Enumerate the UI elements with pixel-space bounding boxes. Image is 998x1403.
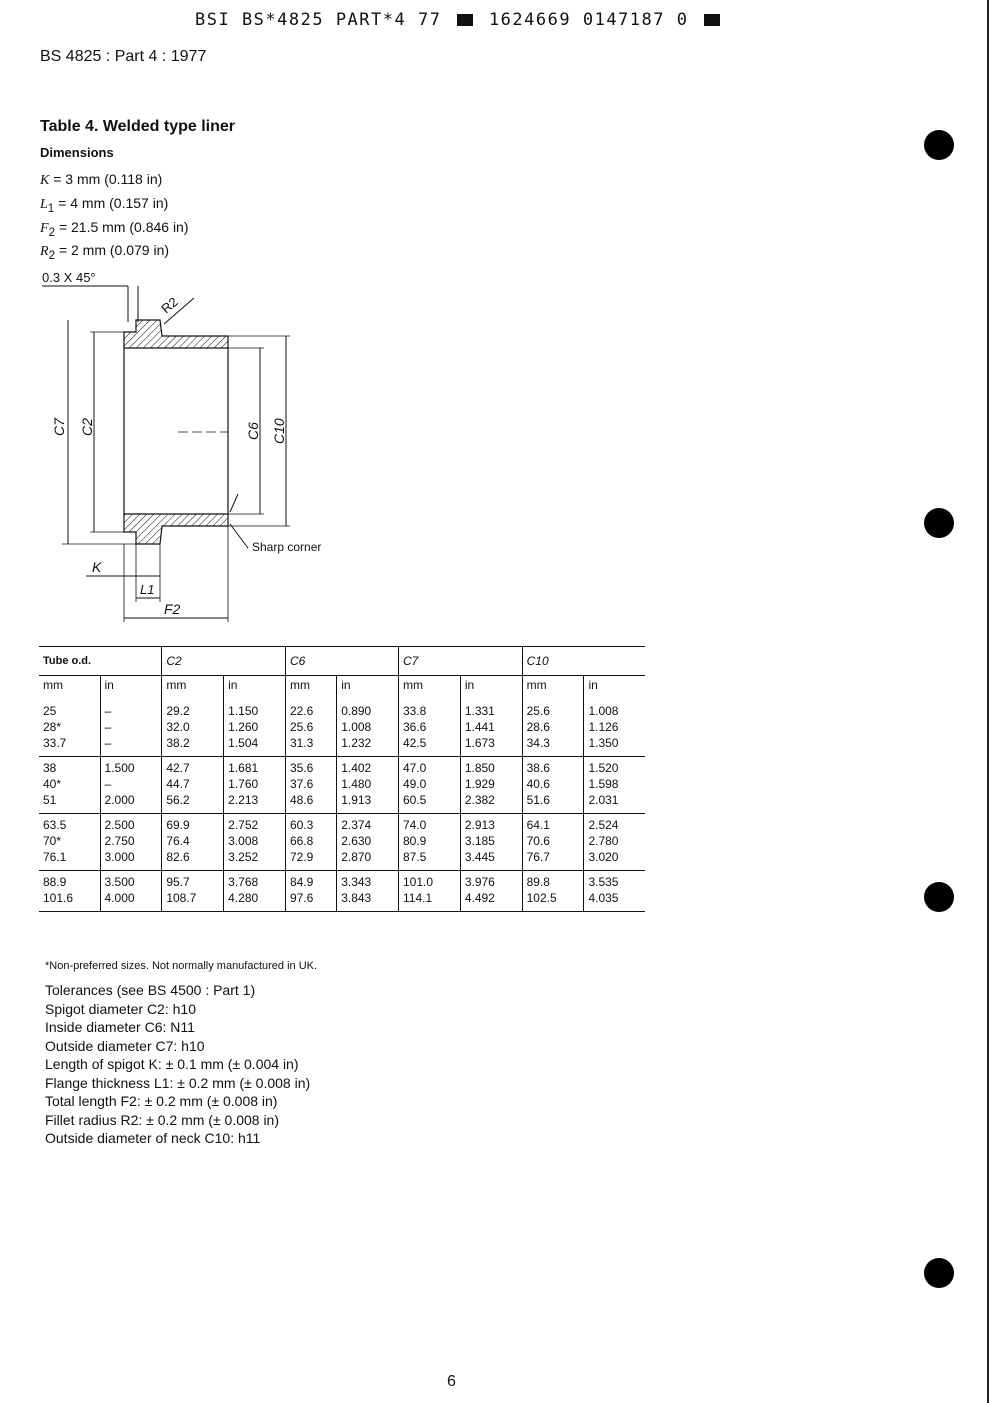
table-cell: [224, 757, 286, 814]
table-cell: [522, 757, 584, 814]
cell-value: 3.252: [228, 850, 259, 864]
cell-value: 22.6: [289, 704, 314, 718]
cell-value: 66.8: [289, 834, 314, 848]
cell-value: 25: [43, 704, 57, 718]
cell-value: 3.445: [464, 850, 495, 864]
unit-cell: in: [224, 676, 286, 701]
cell-value: 2.213: [228, 793, 259, 807]
footnote: *Non-preferred sizes. Not normally manufactured in UK.: [45, 960, 318, 972]
cell-value: 1.500: [104, 761, 135, 775]
table-cell: [584, 871, 645, 912]
punch-hole: [924, 1258, 954, 1288]
table-cell: [522, 814, 584, 871]
table-cell: [584, 757, 645, 814]
cell-value: 25.6: [526, 704, 550, 718]
cell-value: 40.6: [526, 777, 550, 791]
cell-value: 76.4: [166, 834, 190, 848]
cell-value: –: [104, 777, 112, 791]
dimensions-table: [39, 646, 645, 912]
table-cell: [460, 757, 522, 814]
cell-value: 1.504: [228, 736, 259, 750]
cell-value: –: [104, 736, 112, 750]
cell-value: 38: [43, 761, 57, 775]
cell-value: 44.7: [166, 777, 190, 791]
table-cell: [224, 700, 286, 757]
cell-value: 4.035: [588, 891, 619, 905]
cell-value: 2.031: [588, 793, 619, 807]
tolerance-item: Flange thickness L1: ± 0.2 mm (± 0.008 in): [45, 1074, 311, 1091]
cell-value: –: [104, 704, 112, 718]
header-tube-od: Tube o.d.: [39, 647, 162, 676]
table-cell: [399, 871, 461, 912]
r2-label: R2: [158, 294, 181, 317]
cell-value: 101.6: [43, 891, 74, 905]
c10-label: C10: [271, 418, 287, 444]
table-cell: [100, 814, 162, 871]
table-cell: [285, 700, 336, 757]
cell-value: 2.750: [104, 834, 135, 848]
tolerance-item: Length of spigot K: ± 0.1 mm (± 0.004 in): [45, 1056, 299, 1072]
tolerance-item: Inside diameter C6: N11: [45, 1019, 195, 1035]
cell-value: 34.3: [526, 736, 550, 750]
punch-hole: [924, 508, 954, 538]
unit-cell: mm: [162, 676, 224, 701]
cell-value: 2.870: [341, 850, 372, 864]
header-c2: C2: [162, 647, 286, 676]
black-block-mark: [704, 14, 720, 26]
table-row-group: [39, 700, 645, 757]
cell-value: 1.441: [464, 720, 495, 734]
table-cell: [224, 871, 286, 912]
table-cell: [100, 871, 162, 912]
table-cell: [337, 757, 399, 814]
cell-value: 63.5: [43, 818, 67, 832]
table-cell: [460, 814, 522, 871]
cell-value: 87.5: [403, 850, 427, 864]
table-header-row: [39, 647, 645, 676]
table-cell: [399, 757, 461, 814]
cell-value: 36.6: [403, 720, 427, 734]
header-c7: C7: [399, 647, 523, 676]
scan-header: [195, 10, 724, 30]
cell-value: 33.8: [403, 704, 427, 718]
top-wall-section: [124, 320, 228, 348]
cell-value: 1.913: [341, 793, 372, 807]
cell-value: 2.000: [104, 793, 135, 807]
cell-value: 2.374: [341, 818, 372, 832]
cell-value: 1.008: [341, 720, 372, 734]
cell-value: 1.480: [341, 777, 372, 791]
table-cell: [584, 814, 645, 871]
scan-header-text: BSI BS*4825 PART*4 77: [195, 10, 442, 30]
tolerance-item: Total length F2: ± 0.2 mm (± 0.008 in): [45, 1093, 278, 1109]
table-row-group: [39, 814, 645, 871]
table-cell: [460, 871, 522, 912]
scan-edge: [987, 0, 989, 1403]
table-cell: [584, 700, 645, 757]
cell-value: 97.6: [289, 891, 314, 905]
liner-drawing: [38, 262, 348, 632]
tolerance-item: Spigot diameter C2: h10: [45, 1000, 196, 1017]
cell-value: 1.850: [464, 761, 495, 775]
cell-value: 56.2: [166, 793, 190, 807]
cell-value: 32.0: [166, 720, 190, 734]
table-cell: [285, 814, 336, 871]
table-title: Table 4. Welded type liner: [40, 118, 236, 135]
unit-cell: mm: [285, 676, 336, 701]
table-row-group: [39, 871, 645, 912]
cell-value: 1.929: [464, 777, 495, 791]
table-cell: [162, 871, 224, 912]
unit-cell: mm: [522, 676, 584, 701]
cell-value: 3.535: [588, 875, 619, 889]
dimension-item: K = 3 mm (0.118 in): [40, 171, 163, 188]
table-cell: [39, 700, 100, 757]
cell-value: 1.402: [341, 761, 372, 775]
scan-code-2: 0147187: [582, 10, 665, 30]
cell-value: 51: [43, 793, 57, 807]
cell-value: 2.382: [464, 793, 495, 807]
cell-value: 82.6: [166, 850, 190, 864]
table-cell: [460, 700, 522, 757]
cell-value: 69.9: [166, 818, 190, 832]
page-number: 6: [447, 1373, 456, 1390]
header-c6: C6: [285, 647, 398, 676]
unit-cell: mm: [399, 676, 461, 701]
unit-cell: mm: [43, 678, 63, 692]
black-block-mark: [457, 14, 473, 26]
unit-cell: in: [584, 676, 645, 701]
table-cell: [522, 700, 584, 757]
cell-value: 29.2: [166, 704, 190, 718]
cell-value: 47.0: [403, 761, 427, 775]
dimension-item: $L_1 = 4$ mm (0.157 in): [40, 194, 169, 215]
cell-value: 35.6: [289, 761, 314, 775]
table-cell: [162, 814, 224, 871]
cell-value: 3.020: [588, 850, 619, 864]
cell-value: 25.6: [289, 720, 314, 734]
cell-value: –: [104, 720, 112, 734]
cell-value: 40*: [43, 777, 62, 791]
tolerance-heading: Tolerances (see BS 4500 : Part 1): [45, 982, 256, 998]
chamfer-label: 0.3 X 45°: [42, 270, 96, 285]
cell-value: 3.000: [104, 850, 135, 864]
cell-value: 101.0: [403, 875, 434, 889]
k-label: K: [92, 559, 102, 575]
cell-value: 76.1: [43, 850, 67, 864]
l1-label: L1: [140, 582, 155, 597]
cell-value: 1.150: [228, 704, 259, 718]
cell-value: 42.5: [403, 736, 427, 750]
cell-value: 102.5: [526, 891, 557, 905]
cell-value: 60.3: [289, 818, 314, 832]
cell-value: 28.6: [526, 720, 550, 734]
table-cell: [100, 700, 162, 757]
cell-value: 33.7: [43, 736, 67, 750]
dimension-list: [40, 170, 189, 265]
cell-value: 1.008: [588, 704, 619, 718]
table-units-row: [39, 676, 645, 701]
cell-value: 42.7: [166, 761, 190, 775]
cell-value: 3.843: [341, 891, 372, 905]
cell-value: 1.232: [341, 736, 372, 750]
cell-value: 1.331: [464, 704, 495, 718]
cell-value: 1.598: [588, 777, 619, 791]
cell-value: 48.6: [289, 793, 314, 807]
document-reference: BS 4825 : Part 4 : 1977: [40, 48, 207, 65]
cell-value: 3.768: [228, 875, 259, 889]
cell-value: 3.500: [104, 875, 135, 889]
cell-value: 64.1: [526, 818, 550, 832]
scan-code-3: 0: [676, 10, 689, 30]
cell-value: 3.185: [464, 834, 495, 848]
cell-value: 28*: [43, 720, 62, 734]
dimensions-subtitle: Dimensions: [40, 145, 114, 160]
cell-value: 37.6: [289, 777, 314, 791]
table-cell: [285, 871, 336, 912]
cell-value: 4.280: [228, 891, 259, 905]
cell-value: 76.7: [526, 850, 550, 864]
cell-value: 4.000: [104, 891, 135, 905]
cell-value: 60.5: [403, 793, 427, 807]
table-cell: [224, 814, 286, 871]
cell-value: 2.752: [228, 818, 259, 832]
cell-value: 88.9: [43, 875, 67, 889]
cell-value: 1.126: [588, 720, 619, 734]
punch-hole: [924, 130, 954, 160]
table-cell: [39, 871, 100, 912]
table-cell: [285, 757, 336, 814]
cell-value: 72.9: [289, 850, 314, 864]
table-cell: [162, 757, 224, 814]
tolerance-item: Outside diameter of neck C10: h11: [45, 1130, 261, 1146]
bottom-wall-section: [124, 514, 228, 544]
cell-value: 31.3: [289, 736, 314, 750]
cell-value: 74.0: [403, 818, 427, 832]
punch-hole: [924, 882, 954, 912]
unit-cell: in: [337, 676, 399, 701]
cell-value: 1.760: [228, 777, 259, 791]
scan-code-1: 1624669: [488, 10, 572, 30]
dimension-item: $F_2 = 21.5$ mm (0.846 in): [40, 218, 189, 239]
table-cell: [100, 757, 162, 814]
table-cell: [337, 700, 399, 757]
cell-value: 80.9: [403, 834, 427, 848]
table-cell: [337, 814, 399, 871]
cell-value: 108.7: [166, 891, 197, 905]
cell-value: 1.681: [228, 761, 259, 775]
tolerance-item: Outside diameter C7: h10: [45, 1037, 205, 1054]
unit-cell: in: [100, 676, 162, 701]
cell-value: 1.520: [588, 761, 619, 775]
cell-value: 2.500: [104, 818, 135, 832]
table-cell: [39, 757, 100, 814]
cell-value: 2.780: [588, 834, 619, 848]
cell-value: 84.9: [289, 875, 314, 889]
c6-label: C6: [245, 422, 261, 440]
tolerances-list: [45, 981, 310, 1148]
sharp-corner-label: Sharp corner: [252, 540, 322, 554]
cell-value: 1.350: [588, 736, 619, 750]
cell-value: 51.6: [526, 793, 550, 807]
cell-value: 4.492: [464, 891, 495, 905]
table-cell: [399, 814, 461, 871]
cell-value: 3.008: [228, 834, 259, 848]
cell-value: 95.7: [166, 875, 190, 889]
table-cell: [337, 871, 399, 912]
cell-value: 38.2: [166, 736, 190, 750]
cell-value: 70*: [43, 834, 62, 848]
tolerance-item: Fillet radius R2: ± 0.2 mm (± 0.008 in): [45, 1111, 280, 1128]
c2-label: C2: [79, 418, 95, 436]
cell-value: 1.260: [228, 720, 259, 734]
cell-value: 2.524: [588, 818, 619, 832]
cell-value: 38.6: [526, 761, 550, 775]
unit-cell: in: [460, 676, 522, 701]
cell-value: 2.913: [464, 818, 495, 832]
cell-value: 114.1: [403, 891, 433, 905]
cell-value: 1.673: [464, 736, 495, 750]
f2-label: F2: [164, 601, 181, 617]
table-cell: [399, 700, 461, 757]
cell-value: 49.0: [403, 777, 427, 791]
cell-value: 3.976: [464, 875, 495, 889]
cell-value: 70.6: [526, 834, 550, 848]
table-cell: [522, 871, 584, 912]
table-cell: [39, 814, 100, 871]
cell-value: 0.890: [341, 704, 372, 718]
table-row-group: [39, 757, 645, 814]
dimension-item: $R_2 = 2$ mm (0.079 in): [40, 242, 170, 263]
cell-value: 3.343: [341, 875, 372, 889]
header-c10: C10: [522, 647, 645, 676]
table-cell: [162, 700, 224, 757]
cell-value: 2.630: [341, 834, 372, 848]
cell-value: 89.8: [526, 875, 550, 889]
c7-label: C7: [51, 418, 67, 436]
